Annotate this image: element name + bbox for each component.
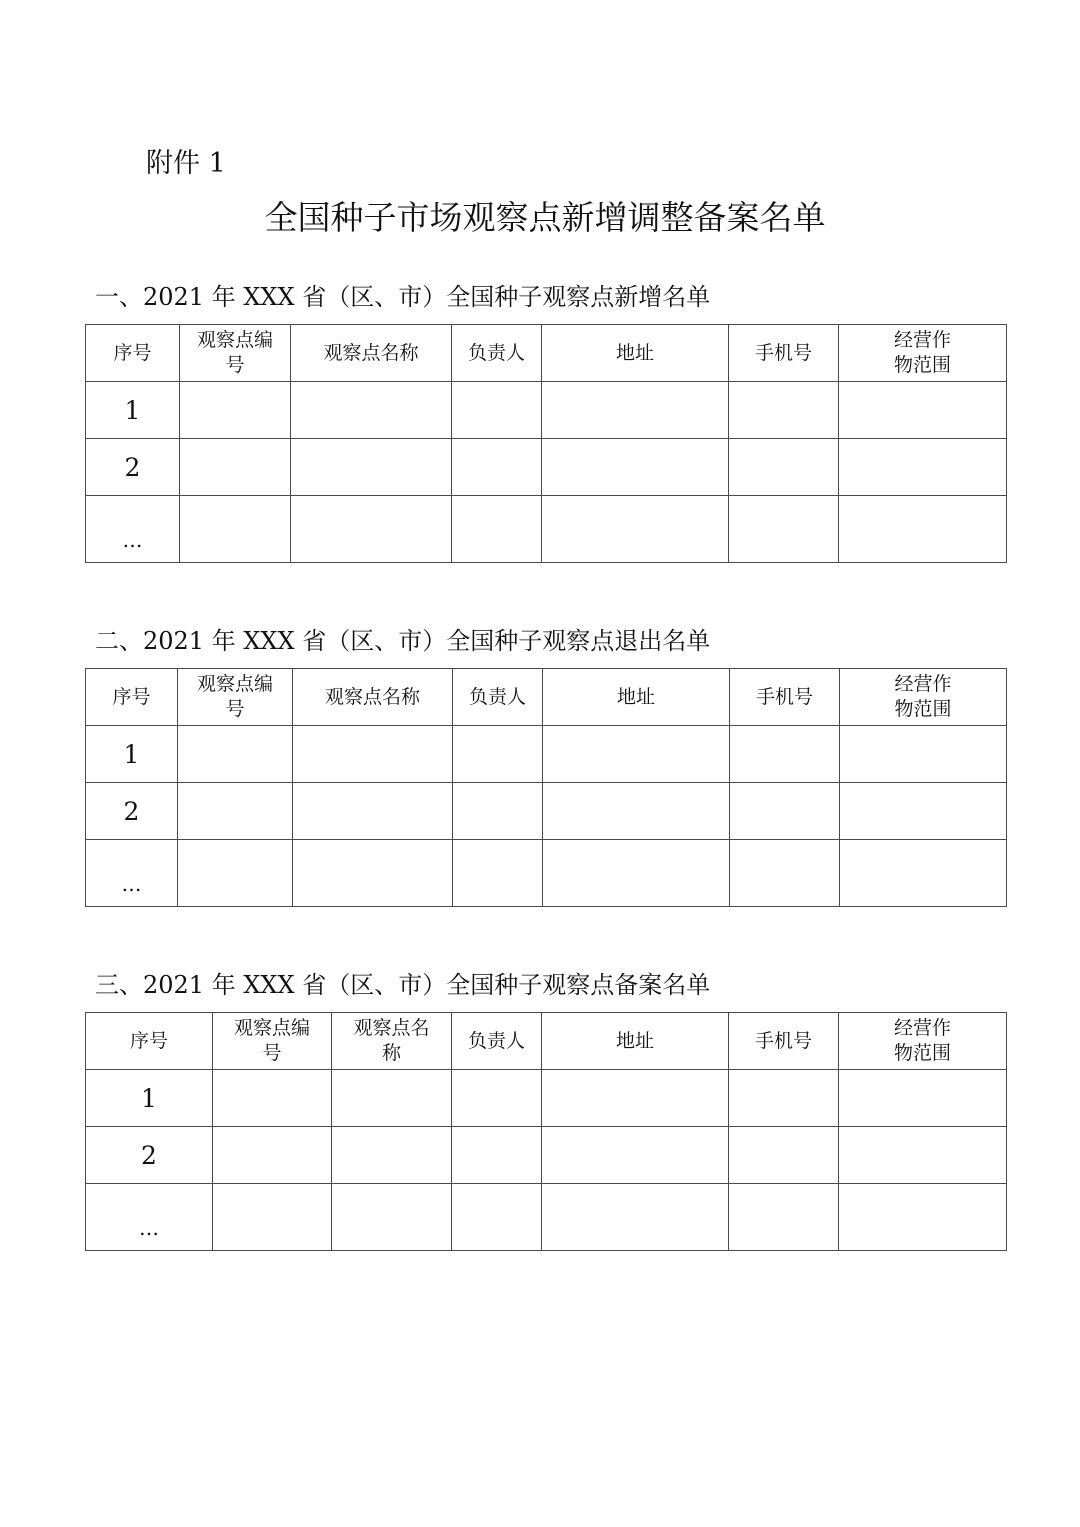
empty-cell: [840, 726, 1007, 783]
empty-cell: [291, 496, 452, 563]
empty-cell: [542, 1127, 729, 1184]
table-row: [86, 1127, 1007, 1184]
empty-cell: [543, 726, 730, 783]
table-row: [86, 726, 1007, 783]
col-header-address: 地址: [542, 1013, 729, 1070]
table-row: [86, 1070, 1007, 1127]
empty-cell: [839, 1184, 1007, 1251]
table-row: [86, 496, 1007, 563]
serial-cell: 2: [86, 439, 180, 496]
col-header-serial: 序号: [86, 1013, 213, 1070]
col-header-point-name: 观察点名称: [291, 325, 452, 382]
exit-observation-points-table: [85, 668, 1007, 907]
empty-cell: [452, 1070, 542, 1127]
col-header-crop-scope: 经营作物范围: [840, 669, 1007, 726]
empty-cell: [839, 382, 1007, 439]
col-header-point-id: 观察点编号: [180, 325, 291, 382]
col-header-point-name: 观察点名称: [332, 1013, 452, 1070]
empty-cell: [542, 439, 729, 496]
empty-cell: [542, 1070, 729, 1127]
col-header-person-in-charge: 负责人: [452, 1013, 542, 1070]
empty-cell: [729, 382, 839, 439]
serial-cell: 2: [86, 783, 178, 840]
empty-cell: [293, 726, 453, 783]
empty-cell: [332, 1070, 452, 1127]
col-header-crop-scope: 经营作物范围: [839, 1013, 1007, 1070]
empty-cell: [452, 496, 542, 563]
empty-cell: [178, 783, 293, 840]
filed-observation-points-table: [85, 1012, 1007, 1251]
empty-cell: [332, 1184, 452, 1251]
col-header-phone: 手机号: [730, 669, 840, 726]
empty-cell: [291, 439, 452, 496]
serial-cell: …: [86, 1184, 213, 1251]
section-heading-exit: 二、2021 年 XXX 省（区、市）全国种子观察点退出名单: [95, 627, 711, 655]
table-row: [86, 783, 1007, 840]
empty-cell: [839, 1127, 1007, 1184]
empty-cell: [729, 496, 839, 563]
empty-cell: [542, 382, 729, 439]
empty-cell: [542, 496, 729, 563]
empty-cell: [332, 1127, 452, 1184]
col-header-person-in-charge: 负责人: [452, 325, 542, 382]
empty-cell: [730, 726, 840, 783]
new-observation-points-table: [85, 324, 1007, 563]
empty-cell: [291, 382, 452, 439]
empty-cell: [213, 1184, 332, 1251]
col-header-serial: 序号: [86, 325, 180, 382]
col-header-address: 地址: [543, 669, 730, 726]
empty-cell: [178, 726, 293, 783]
serial-cell: 2: [86, 1127, 213, 1184]
empty-cell: [729, 1184, 839, 1251]
col-header-crop-scope: 经营作物范围: [839, 325, 1007, 382]
empty-cell: [839, 1070, 1007, 1127]
empty-cell: [452, 439, 542, 496]
table-row: [86, 382, 1007, 439]
empty-cell: [840, 783, 1007, 840]
empty-cell: [729, 1070, 839, 1127]
col-header-address: 地址: [542, 325, 729, 382]
empty-cell: [729, 439, 839, 496]
col-header-point-id: 观察点编号: [213, 1013, 332, 1070]
col-header-phone: 手机号: [729, 1013, 839, 1070]
empty-cell: [178, 840, 293, 907]
empty-cell: [180, 382, 291, 439]
serial-cell: 1: [86, 726, 178, 783]
serial-cell: 1: [86, 382, 180, 439]
table-row: [86, 1184, 1007, 1251]
section-heading-new: 一、2021 年 XXX 省（区、市）全国种子观察点新增名单: [95, 283, 711, 311]
col-header-person-in-charge: 负责人: [453, 669, 543, 726]
serial-cell: 1: [86, 1070, 213, 1127]
empty-cell: [293, 783, 453, 840]
col-header-phone: 手机号: [729, 325, 839, 382]
col-header-point-id: 观察点编号: [178, 669, 293, 726]
empty-cell: [840, 840, 1007, 907]
empty-cell: [453, 783, 543, 840]
attachment-label: 附件 1: [146, 148, 226, 179]
col-header-point-name: 观察点名称: [293, 669, 453, 726]
table-header-row: [86, 325, 1007, 382]
empty-cell: [729, 1127, 839, 1184]
table-header-row: [86, 1013, 1007, 1070]
empty-cell: [839, 496, 1007, 563]
empty-cell: [180, 439, 291, 496]
empty-cell: [543, 783, 730, 840]
empty-cell: [180, 496, 291, 563]
empty-cell: [452, 1184, 542, 1251]
empty-cell: [213, 1127, 332, 1184]
table-row: [86, 439, 1007, 496]
empty-cell: [452, 1127, 542, 1184]
serial-cell: …: [86, 840, 178, 907]
table-row: [86, 840, 1007, 907]
col-header-serial: 序号: [86, 669, 178, 726]
document-title: 全国种子市场观察点新增调整备案名单: [264, 198, 826, 237]
empty-cell: [543, 840, 730, 907]
serial-cell: …: [86, 496, 180, 563]
section-heading-filing: 三、2021 年 XXX 省（区、市）全国种子观察点备案名单: [95, 971, 711, 999]
table-header-row: [86, 669, 1007, 726]
empty-cell: [839, 439, 1007, 496]
empty-cell: [293, 840, 453, 907]
empty-cell: [730, 840, 840, 907]
empty-cell: [452, 382, 542, 439]
empty-cell: [453, 726, 543, 783]
empty-cell: [542, 1184, 729, 1251]
empty-cell: [213, 1070, 332, 1127]
empty-cell: [453, 840, 543, 907]
empty-cell: [730, 783, 840, 840]
